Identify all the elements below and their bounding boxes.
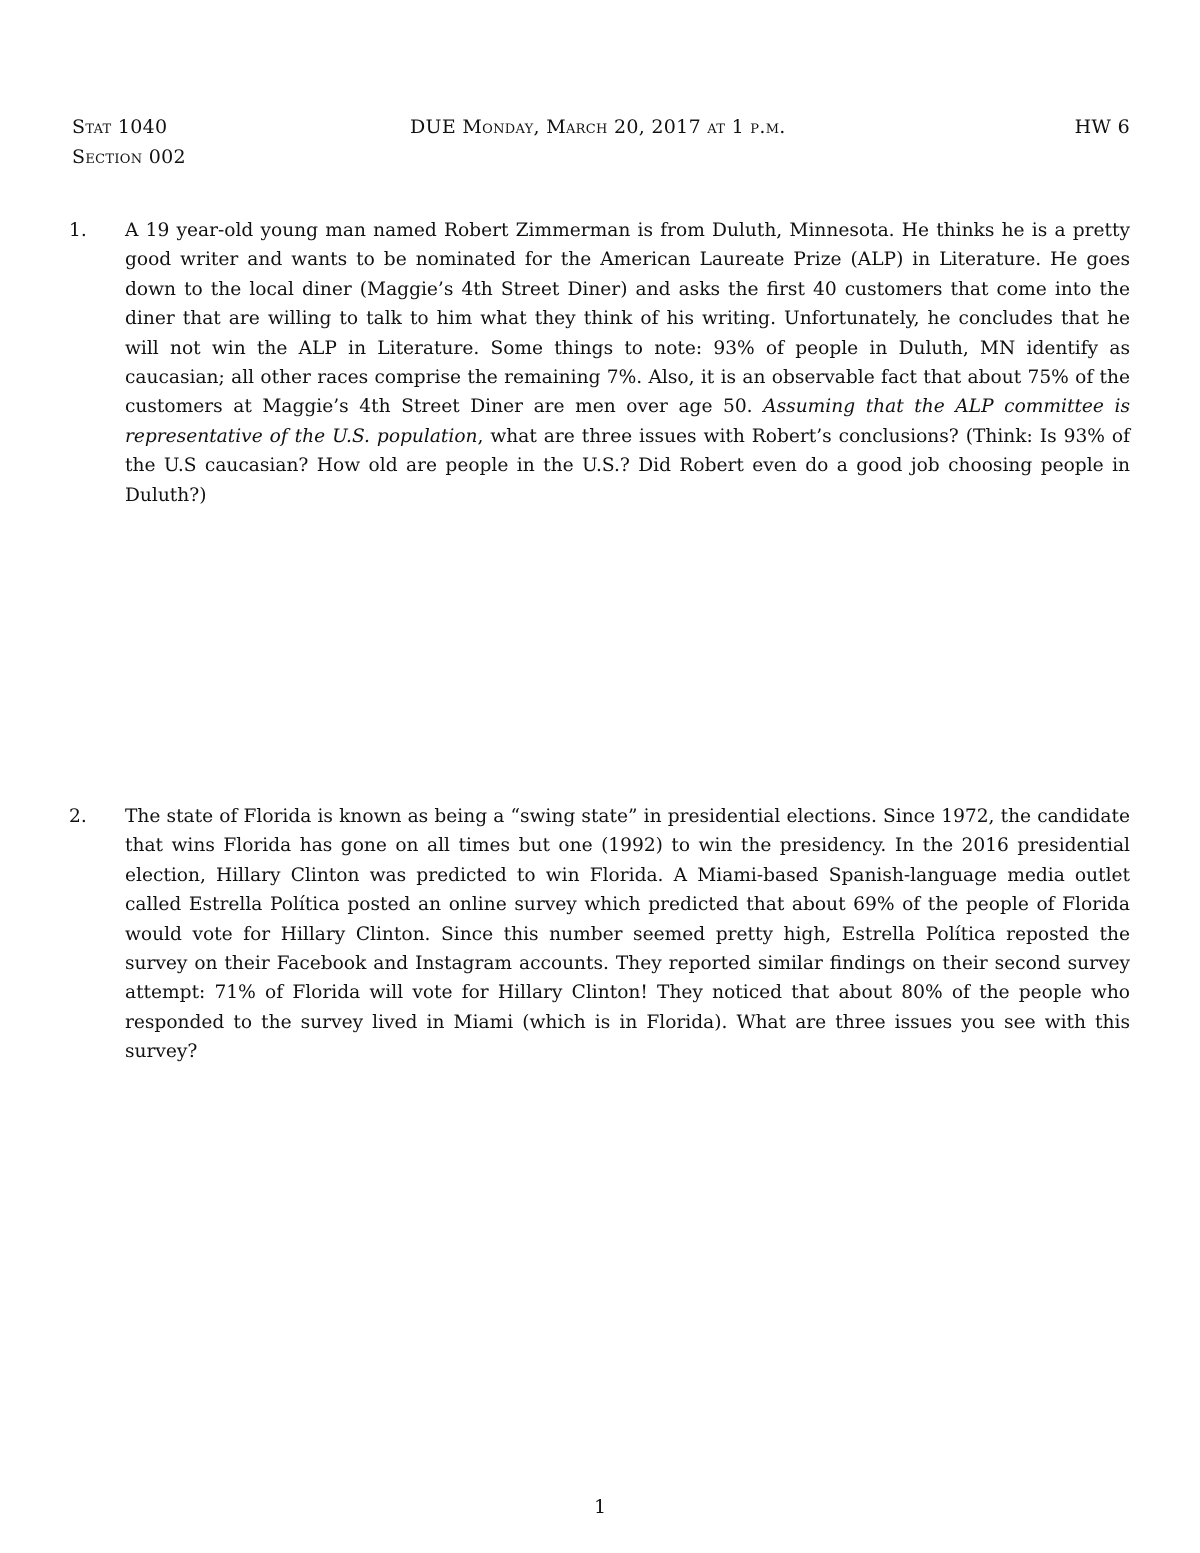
problem-2 bbox=[69, 802, 1130, 1067]
problem-text-part: , what are three issues with Robert’s conclusions? (Think: Is 93% of the U.S caucasian? How old are people in the U.S.? Did Robert even do a good job choosing people in Duluth?) bbox=[125, 425, 1130, 506]
due-date: DUE Monday, March 20, 2017 at 1 p.m. bbox=[410, 116, 786, 138]
problem-text bbox=[125, 216, 1130, 510]
problem-text: The state of Florida is known as being a “swing state” in presidential elections. Since 1972, the candidate that wins Florida has gone on all times but one (1992) to win the presidency. In the 2016 presidential election, Hillary Clinton was predicted to win Florida. A Miami-based Spanish-language media outlet called Estrella Política posted an online survey which predicted that about 69% of the people of Florida would vote for Hillary Clinton. Since this number seemed pretty high, Estrella Política reposted the survey on their Facebook and Instagram accounts. They reported similar findings on their second survey attempt: 71% of Florida will vote for Hillary Clinton! They noticed that about 80% of the people who responded to the survey lived in Miami (which is in Florida). What are three issues you see with this survey? bbox=[125, 806, 1130, 1063]
course-title: Stat 1040 bbox=[72, 116, 168, 138]
homework-number: HW 6 bbox=[1074, 116, 1130, 138]
problem-number: 2. bbox=[69, 806, 87, 827]
page-header bbox=[72, 112, 1130, 172]
page-number: 1 bbox=[593, 1496, 607, 1518]
problem-text-italic: Assuming that the ALP committee is representative of the U.S. population bbox=[125, 396, 1130, 447]
course-section: Section 002 bbox=[72, 146, 186, 168]
problem-1 bbox=[69, 216, 1130, 510]
problem-text-part: A 19 year-old young man named Robert Zimmerman is from Duluth, Minnesota. He thinks he is a pretty good writer and wants to be nominated for the American Laureate Prize (ALP) in Literature. He goes down to the local diner (Maggie’s 4th Street Diner) and asks the first 40 customers that come into the diner that are willing to talk to him what they think of his writing. Unfortunately, he concludes that he will not win the ALP in Literature. Some things to note: 93% of people in Duluth, MN identify as caucasian; all other races comprise the remaining 7%. Also, it is an observable fact that about 75% of the customers at Maggie’s 4th Street Diner are men over age 50. bbox=[125, 220, 1130, 418]
course-info bbox=[72, 112, 186, 172]
problem-number: 1. bbox=[69, 220, 87, 241]
